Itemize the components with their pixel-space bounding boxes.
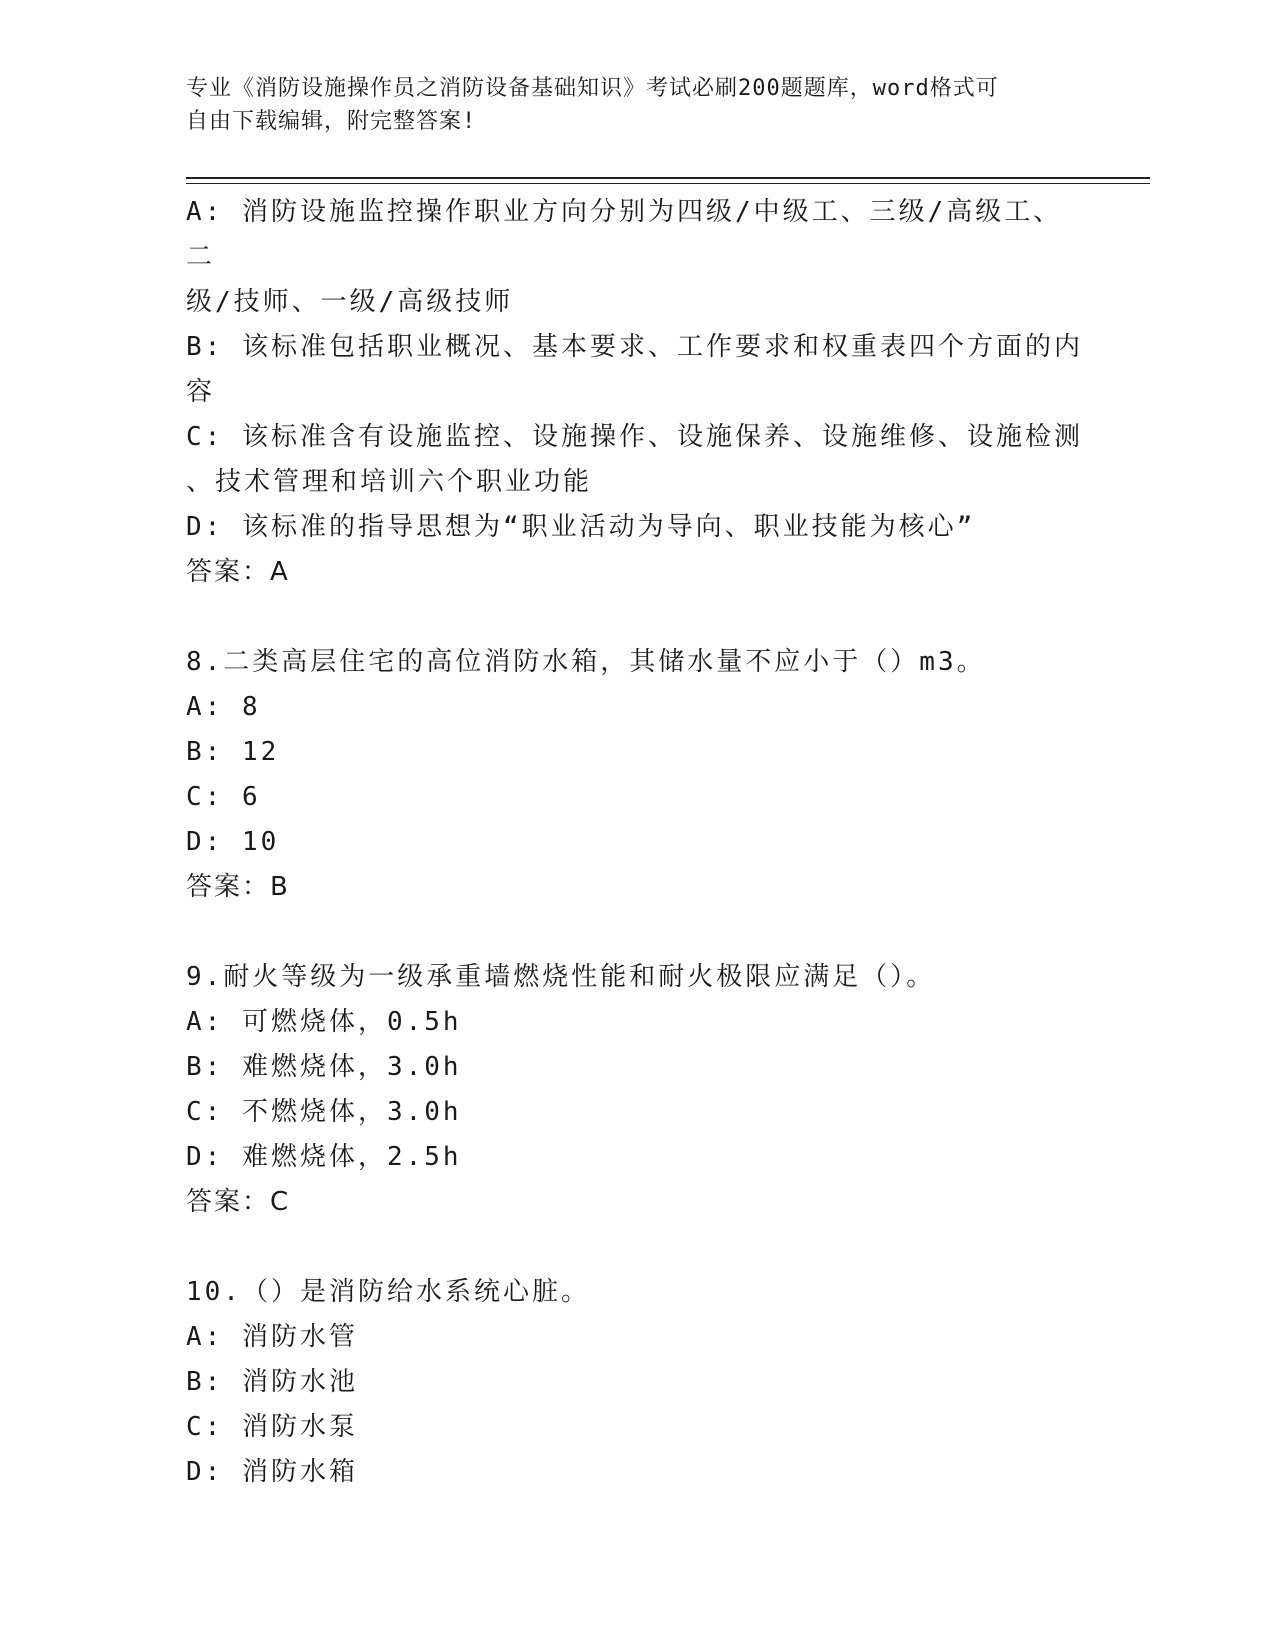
question-7-block [186, 190, 1086, 595]
option-b-line1: B: 该标准包括职业概况、基本要求、工作要求和权重表四个方面的内 [186, 332, 1083, 362]
option-b-line2: 容 [186, 377, 216, 407]
question-text: 8.二类高层住宅的高位消防水箱，其储水量不应小于（）m3。 [186, 647, 986, 677]
option-c-line1: C: 该标准含有设施监控、设施操作、设施保养、设施维修、设施检测 [186, 422, 1083, 452]
question-text: 10.（）是消防给水系统心脏。 [186, 1277, 590, 1307]
answer-label: 答案：C [186, 1187, 291, 1217]
document-header [186, 72, 1086, 138]
option-c: C: 不燃烧体，3.0h [186, 1097, 462, 1127]
option-a-line2: 级/技师、一级/高级技师 [186, 287, 514, 317]
header-divider-thick [186, 177, 1150, 179]
question-8-block [186, 640, 1086, 910]
option-a: A: 消防水管 [186, 1322, 358, 1352]
answer-label: 答案：B [186, 872, 290, 902]
header-title-line1: 专业《消防设施操作员之消防设备基础知识》考试必刷200题题库，word格式可 [186, 76, 999, 101]
option-a: A: 可燃烧体，0.5h [186, 1007, 462, 1037]
option-c-line2: 、技术管理和培训六个职业功能 [186, 467, 593, 497]
option-c: C: 消防水泵 [186, 1412, 358, 1442]
option-c: C: 6 [186, 782, 261, 812]
header-divider-thin [186, 183, 1150, 184]
option-a: A: 8 [186, 692, 261, 722]
question-10-block [186, 1270, 1086, 1495]
answer-label: 答案：A [186, 557, 290, 587]
option-b: B: 12 [186, 737, 280, 767]
question-content [186, 190, 1086, 1495]
option-b: B: 消防水池 [186, 1367, 358, 1397]
question-9-block [186, 955, 1086, 1225]
option-d: D: 该标准的指导思想为“职业活动为导向、职业技能为核心” [186, 512, 976, 542]
option-d: D: 难燃烧体，2.5h [186, 1142, 462, 1172]
option-b: B: 难燃烧体，3.0h [186, 1052, 462, 1082]
option-d: D: 消防水箱 [186, 1457, 358, 1487]
header-title-line2: 自由下载编辑，附完整答案! [186, 109, 477, 134]
question-text: 9.耐火等级为一级承重墙燃烧性能和耐火极限应满足（）。 [186, 962, 936, 992]
option-a-line1: A: 消防设施监控操作职业方向分别为四级/中级工、三级/高级工、二 [186, 197, 1063, 272]
option-d: D: 10 [186, 827, 280, 857]
